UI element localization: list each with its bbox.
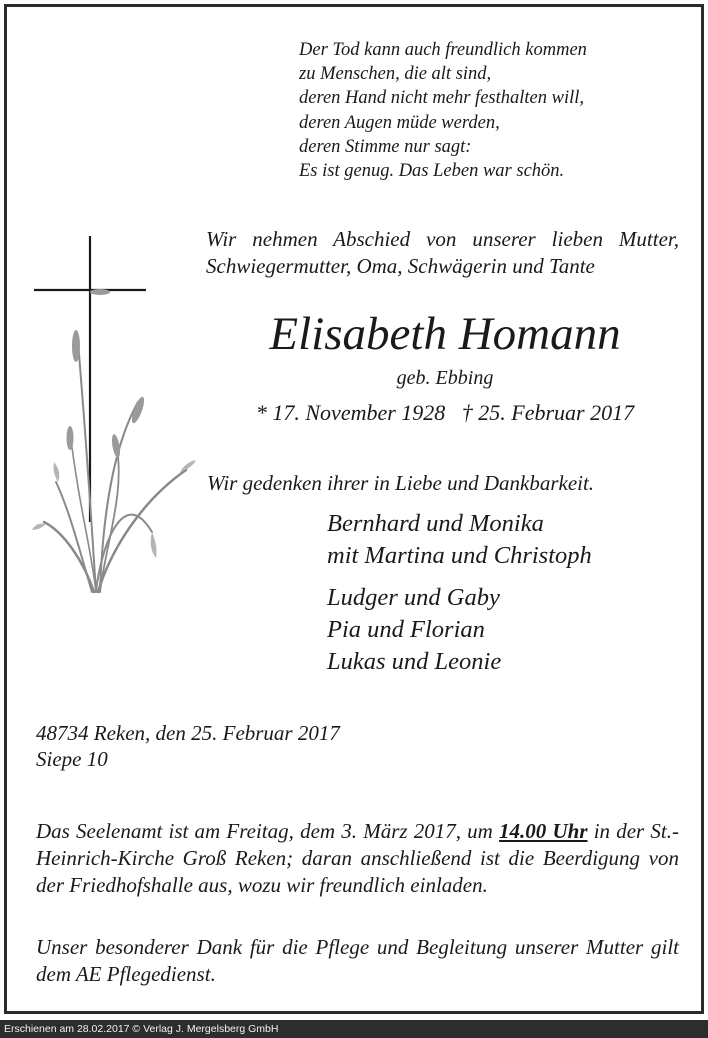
poem-line: zu Menschen, die alt sind, — [299, 64, 492, 85]
memory-line: Wir gedenken ihrer in Liebe und Dankbarkeit. — [207, 471, 595, 495]
family-group — [327, 508, 592, 572]
poem-line: Der Tod kann auch freundlich kommen — [299, 40, 587, 60]
poem — [299, 38, 587, 183]
poem-line: deren Augen müde werden, — [299, 112, 500, 133]
footer-bar — [0, 1020, 708, 1038]
deceased-name: Elisabeth Homann — [269, 308, 621, 360]
birth-name: geb. Ebbing — [396, 367, 494, 389]
family-group — [327, 582, 501, 678]
birth-date: * 17. November 1928 — [255, 400, 446, 425]
poem-line: Es ist genug. Das Leben war schön. — [299, 161, 565, 182]
footer-text: Erschienen am 28.02.2017 © Verlag J. Mergelsberg GmbH — [4, 1023, 279, 1035]
intro-text: Wir nehmen Abschied von unserer lieben Mutter, Schwiegermutter, Oma, Schwägerin und Tante — [206, 227, 679, 278]
service-time: 14.00 Uhr — [499, 819, 588, 843]
cross-reed-emblem — [30, 232, 200, 607]
death-date: † 25. Februar 2017 — [461, 400, 635, 425]
place-and-date — [36, 720, 340, 772]
family-member: Bernhard und Monika — [327, 510, 544, 537]
service-text-rest: in der St.-Heinrich-Kirche Groß Reken; daran anschließend ist die Beerdigung von der Friedhofshalle aus, wozu wir freundlich einladen. — [36, 819, 680, 897]
family-member: Ludger und Gaby — [327, 584, 500, 611]
thanks-text: Unser besonderer Dank für die Pflege und Begleitung unserer Mutter gilt dem AE Pflegedienst. — [36, 935, 679, 986]
family-member: Pia und Florian — [327, 616, 485, 643]
place-date-line: 48734 Reken, den 25. Februar 2017 — [36, 721, 340, 745]
life-dates — [200, 398, 690, 428]
cross-reed-icon — [30, 232, 200, 602]
service-text: Das Seelenamt ist am Freitag, dem 3. März 2017, um — [36, 819, 493, 843]
service-notice — [36, 818, 679, 899]
family-member: Lukas und Leonie — [327, 648, 502, 675]
family-member: mit Martina und Christoph — [327, 542, 592, 569]
poem-line: deren Hand nicht mehr festhalten will, — [299, 88, 584, 109]
poem-line: deren Stimme nur sagt: — [299, 136, 472, 157]
address-line: Siepe 10 — [36, 747, 108, 771]
